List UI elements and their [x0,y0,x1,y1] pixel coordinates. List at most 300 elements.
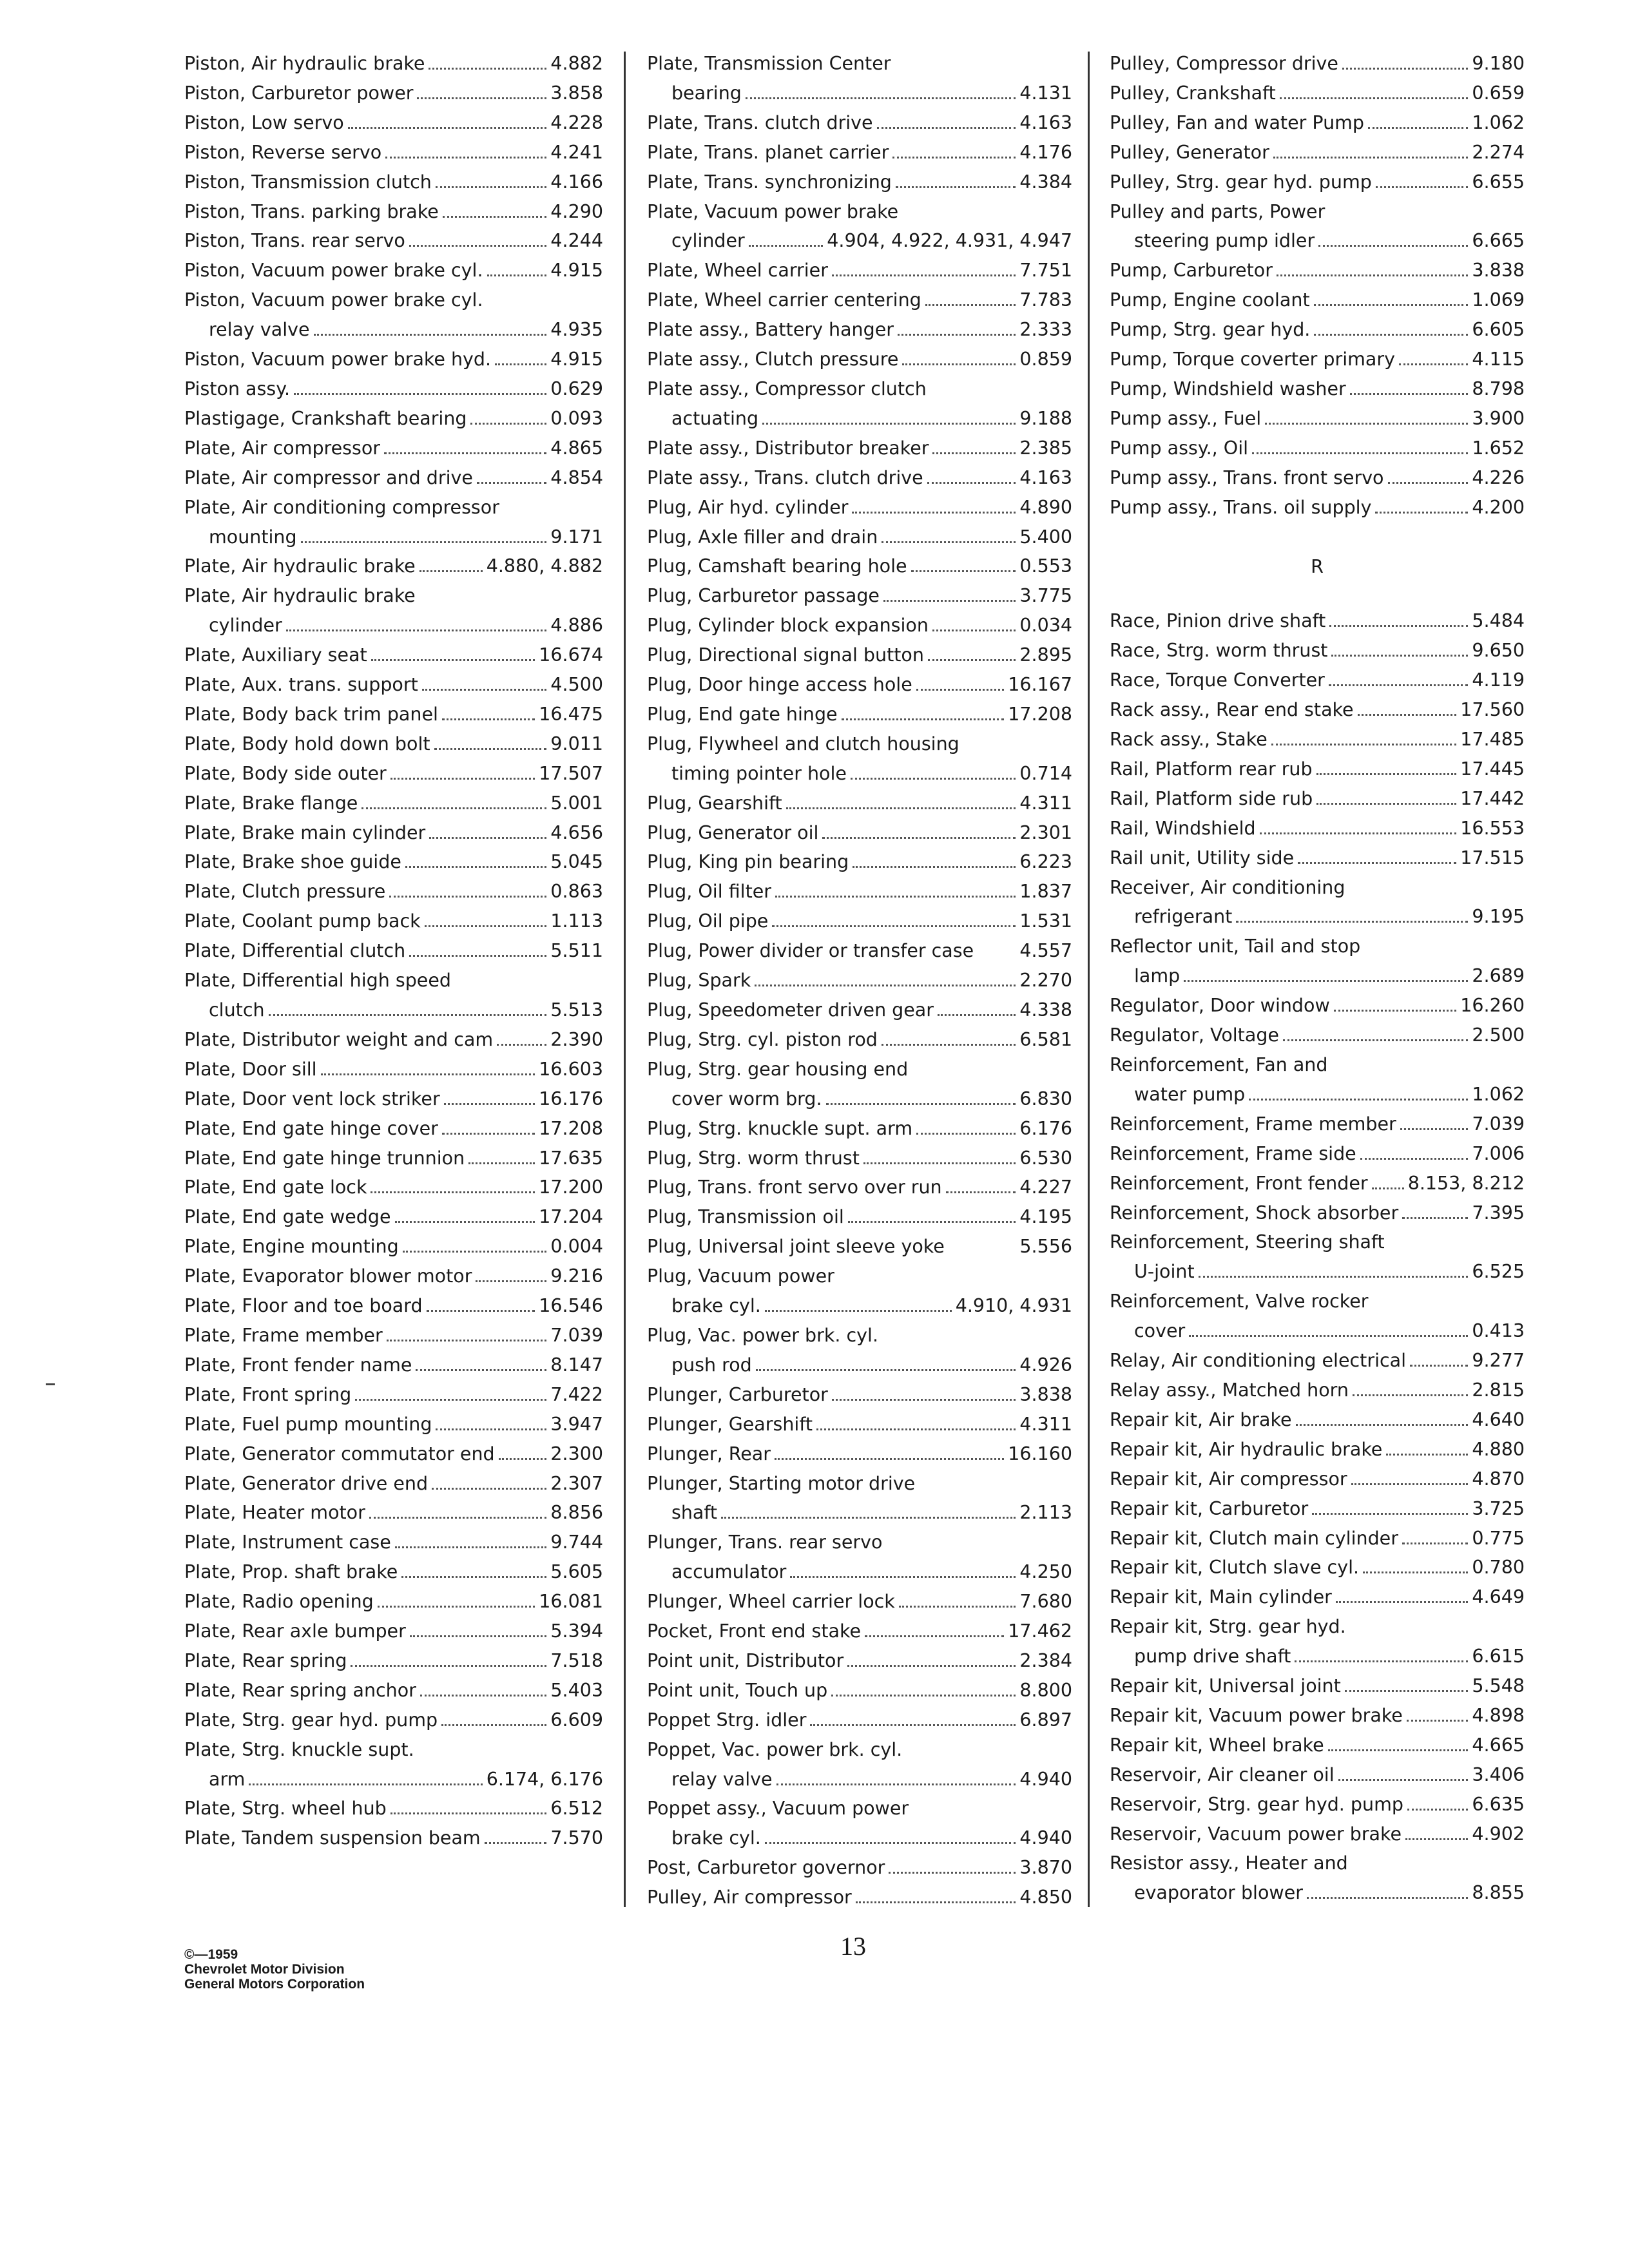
index-entry [1110,784,1525,814]
entry-line [647,345,1072,374]
index-entry [184,49,603,79]
dot-leader [765,1310,952,1312]
entry-line [647,256,1072,285]
dot-leader [294,393,546,395]
entry-page-ref: 5.556 [1019,1236,1072,1258]
dot-leader [877,127,1016,129]
entry-term: Piston assy. [184,378,291,399]
entry-line [647,552,1072,581]
index-entry [184,552,603,581]
dot-leader [361,807,546,809]
dot-leader [1277,274,1468,276]
index-entry [647,1114,1072,1144]
entry-term: Plug, Transmission oil [647,1206,844,1228]
index-entry [1110,1139,1525,1169]
entry-term: Relay assy., Matched horn [1110,1379,1349,1401]
dot-leader [851,778,1016,780]
entry-term: Point unit, Distributor [647,1649,844,1671]
entry-line [647,285,1072,315]
dot-leader [429,837,546,839]
entry-page-ref: 9.180 [1472,53,1525,74]
dot-leader [1271,744,1456,745]
entry-page-ref: 8.800 [1019,1679,1072,1701]
entry-line [1110,1790,1525,1820]
entry-line [1110,1553,1525,1582]
entry-line [184,404,603,434]
entry-page-ref: 2.500 [1472,1024,1525,1046]
index-entry [184,1469,603,1499]
dot-leader [721,1517,1016,1519]
entry-line [1110,695,1525,725]
index-entry [647,818,1072,848]
entry-term: Reservoir, Strg. gear hyd. pump [1110,1793,1403,1815]
entry-term: Regulator, Voltage [1110,1024,1279,1046]
entry-line [647,138,1072,168]
entry-page-ref: 2.307 [550,1472,603,1494]
entry-page-ref: 17.445 [1460,758,1525,780]
column-divider [1088,52,1090,1907]
index-entry [1110,843,1525,873]
entry-page-ref: 6.605 [1472,319,1525,341]
entry-page-ref: 4.311 [1019,792,1072,814]
entry-page-ref: 1.652 [1472,437,1525,459]
entry-page-ref: 7.422 [550,1383,603,1405]
dot-leader [1298,862,1456,864]
entry-line [184,1617,603,1646]
dot-leader [1273,157,1469,159]
entry-term: Plate, End gate wedge [184,1206,391,1228]
entry-term-continuation: water pump [1134,1083,1246,1105]
dot-leader [1314,334,1468,336]
index-entry [647,1469,1072,1528]
index-entry [647,995,1072,1025]
entry-page-ref: 0.714 [1019,762,1072,784]
entry-continuation-line [184,611,603,640]
entry-term: Plate, Door sill [184,1058,317,1080]
index-entry [184,847,603,877]
index-entry [1110,1465,1525,1494]
entry-term: Piston, Carburetor power [184,82,414,104]
dot-leader [1252,452,1468,454]
index-entry [647,49,1072,108]
entry-line [647,434,1072,463]
index-entry [184,285,603,345]
index-entry [184,1617,603,1646]
entry-line [1110,814,1525,843]
entry-line [184,1055,603,1084]
entry-page-ref: 0.859 [1019,349,1072,370]
entry-term: Race, Pinion drive shaft [1110,610,1326,632]
dot-leader [442,1133,535,1135]
entry-line [647,315,1072,345]
dot-leader [772,925,1016,927]
index-entry [184,374,603,404]
entry-page-ref: 6.635 [1472,1793,1525,1815]
entry-page-ref: 9.011 [550,733,603,754]
entry-line [1110,197,1525,227]
entry-term: Poppet assy., Vacuum power [647,1798,909,1820]
entry-term: Plate, Radio opening [184,1591,374,1613]
entry-page-ref: 5.400 [1019,526,1072,548]
index-entry [1110,1582,1525,1612]
entry-page-ref: 4.940 [1019,1768,1072,1790]
entry-term: Race, Strg. worm thrust [1110,640,1328,662]
index-entry [184,700,603,729]
entry-page-ref: 4.163 [1019,111,1072,133]
entry-line [1110,463,1525,493]
entry-page-ref: 2.270 [1019,970,1072,992]
index-entry [647,640,1072,670]
entry-line [1110,1346,1525,1376]
entry-line [1110,1198,1525,1228]
index-entry [647,1262,1072,1321]
index-entry [184,197,603,227]
dot-leader [1358,714,1457,716]
entry-page-ref: 2.385 [1019,437,1072,459]
entry-page-ref: 16.603 [539,1058,603,1080]
entry-line [184,1469,603,1499]
entry-continuation-line [184,1765,603,1794]
entry-page-ref: 6.655 [1472,171,1525,193]
dot-leader [911,570,1016,572]
dot-leader [1350,393,1469,395]
index-entry [647,966,1072,995]
entry-term: Reinforcement, Front fender [1110,1172,1368,1194]
entry-term: Plate, Air compressor and drive [184,466,473,488]
entry-line [1110,636,1525,666]
index-entry [647,907,1072,936]
entry-page-ref: 4.228 [550,111,603,133]
dot-leader [882,1044,1016,1046]
entry-term: Plate, Generator commutator end [184,1443,495,1465]
dot-leader [883,600,1016,602]
entry-page-ref: 4.195 [1019,1206,1072,1228]
index-entry [184,79,603,108]
entry-term: Plug, Directional signal button [647,644,924,666]
dot-leader [898,334,1016,336]
entry-line [1110,49,1525,79]
index-entry [647,1025,1072,1055]
entry-page-ref: 4.926 [1019,1354,1072,1376]
entry-term: Plug, Trans. front servo over run [647,1177,942,1198]
margin-mark [46,1383,55,1385]
entry-page-ref: 5.403 [550,1679,603,1701]
dot-leader [865,1635,1004,1637]
index-column-2 [647,49,1072,1912]
index-entry [184,1055,603,1084]
entry-term: Plug, Axle filler and drain [647,526,878,548]
index-entry [184,1202,603,1232]
dot-leader [355,1399,546,1401]
index-entry [184,1262,603,1291]
index-entry [1110,606,1525,636]
entry-continuation-line [647,1765,1072,1794]
entry-page-ref: 4.890 [1019,496,1072,518]
dot-leader [775,1458,1004,1460]
index-entry [647,552,1072,581]
index-entry [184,759,603,789]
dot-leader [441,1724,546,1726]
entry-line [184,49,603,79]
entry-page-ref: 3.838 [1019,1383,1072,1405]
index-entry [1110,168,1525,197]
entry-term: Pump assy., Trans. oil supply [1110,496,1372,518]
entry-term-continuation: evaporator blower [1134,1882,1303,1904]
index-entry [1110,1405,1525,1435]
index-entry [647,1676,1072,1706]
entry-term: Plug, Generator oil [647,822,819,843]
entry-term: Repair kit, Carburetor [1110,1497,1309,1519]
entry-line [647,847,1072,877]
index-entry [184,1557,603,1587]
index-entry [647,936,1072,966]
entry-page-ref: 4.915 [550,349,603,370]
entry-page-ref: 5.605 [550,1561,603,1583]
dot-leader [856,1901,1016,1903]
entry-page-ref: 17.442 [1460,787,1525,809]
entry-term: Plate, Transmission Center [647,53,891,74]
entry-line [184,936,603,966]
entry-term-continuation: actuating [671,407,759,429]
index-entry [184,907,603,936]
entry-line [184,1706,603,1735]
entry-continuation-line [1110,902,1525,932]
entry-term: Plate, Rear axle bumper [184,1620,406,1642]
dot-leader [822,837,1016,839]
entry-line [184,640,603,670]
entry-line [647,108,1072,138]
entry-term: Plate, Clutch pressure [184,881,386,903]
entry-page-ref: 4.665 [1472,1734,1525,1756]
entry-line [184,197,603,227]
dot-leader [832,274,1016,276]
dot-leader [1328,1749,1469,1751]
index-entry [184,1823,603,1853]
dot-leader [1318,245,1468,247]
entry-page-ref: 9.188 [1019,407,1072,429]
entry-page-ref: 0.093 [550,407,603,429]
entry-page-ref: 6.512 [550,1798,603,1820]
dot-leader [416,1369,546,1371]
dot-leader [1345,1690,1469,1692]
entry-continuation-line [647,1823,1072,1853]
entry-term: Plate, Air hydraulic brake [184,555,416,577]
entry-page-ref: 4.902 [1472,1823,1525,1845]
entry-line [1110,434,1525,463]
entry-page-ref: 2.274 [1472,141,1525,163]
dot-leader [351,1665,546,1667]
entry-term: Plug, Vac. power brk. cyl. [647,1324,879,1346]
entry-page-ref: 1.837 [1019,881,1072,903]
entry-term: Plunger, Starting motor drive [647,1472,916,1494]
entry-page-ref: 8.798 [1472,378,1525,399]
entry-term: Pulley, Air compressor [647,1887,852,1908]
dot-leader [1338,1779,1469,1781]
entry-line [647,1321,1072,1350]
index-entry [184,1735,603,1794]
entry-term-continuation: steering pump idler [1134,230,1315,252]
entry-line [647,49,1072,79]
entry-page-ref: 4.935 [550,319,603,341]
index-entry [1110,493,1525,523]
dot-leader [775,896,1016,898]
entry-line [1110,108,1525,138]
entry-page-ref: 7.006 [1472,1142,1525,1164]
dot-leader [852,512,1016,514]
entry-line [184,285,603,315]
entry-line [184,1587,603,1617]
entry-continuation-line [184,995,603,1025]
index-entry [647,1144,1072,1173]
entry-page-ref: 16.674 [539,644,603,666]
index-entry [1110,666,1525,695]
entry-page-ref: 4.226 [1472,466,1525,488]
entry-page-ref: 2.384 [1019,1649,1072,1671]
entry-page-ref: 16.160 [1008,1443,1072,1465]
entry-term: Plunger, Rear [647,1443,771,1465]
entry-line [184,434,603,463]
entry-line [647,1587,1072,1617]
dot-leader [1280,97,1469,99]
entry-line [184,256,603,285]
index-entry [647,1883,1072,1912]
entry-term-continuation: accumulator [671,1561,787,1583]
index-entry [184,1676,603,1706]
entry-page-ref: 6.223 [1019,851,1072,873]
entry-line [184,552,603,581]
index-entry [647,345,1072,374]
entry-page-ref: 4.176 [1019,141,1072,163]
entry-page-ref: 7.395 [1472,1202,1525,1224]
index-entry [184,434,603,463]
index-entry [184,729,603,759]
entry-line [184,1321,603,1350]
index-entry [1110,1553,1525,1582]
entry-continuation-line [184,315,603,345]
entry-line [1110,1021,1525,1050]
entry-line [647,493,1072,523]
index-entry [184,1173,603,1202]
entry-page-ref: 4.865 [550,437,603,459]
entry-term: Plate, Trans. clutch drive [647,111,873,133]
index-entry [184,1144,603,1173]
entry-page-ref: 4.115 [1472,349,1525,370]
index-entry [1110,1849,1525,1908]
entry-page-ref: 16.167 [1008,674,1072,696]
entry-line [647,374,1072,404]
entry-page-ref: 4.886 [550,615,603,637]
dot-leader [925,304,1016,306]
entry-line [184,374,603,404]
entry-line [1110,666,1525,695]
entry-term: Plate, Auxiliary seat [184,644,367,666]
entry-continuation-line [1110,1080,1525,1110]
index-column-1 [184,49,603,1853]
dot-leader [889,1872,1016,1874]
entry-term: Plate assy., Distributor breaker [647,437,929,459]
entry-line [1110,1465,1525,1494]
entry-continuation-line [647,404,1072,434]
dot-leader [1372,1187,1404,1189]
entry-continuation-line [1110,1642,1525,1671]
entry-term: Plate, Coolant pump back [184,910,421,932]
index-entry [1110,1701,1525,1731]
index-entry [184,108,603,138]
index-entry [647,1439,1072,1469]
entry-term: Piston, Trans. parking brake [184,200,439,222]
entry-line [647,1439,1072,1469]
index-entry [184,168,603,197]
entry-page-ref: 3.870 [1019,1857,1072,1879]
index-entry [647,611,1072,640]
entry-line [1110,1849,1525,1878]
entry-line [1110,1110,1525,1139]
entry-line [184,1202,603,1232]
entry-page-ref: 4.649 [1472,1586,1525,1608]
index-entry [647,523,1072,552]
dot-leader [928,659,1016,661]
dot-leader [425,925,547,927]
publisher-division: Chevrolet Motor Division [184,1962,345,1977]
index-entry [1110,1169,1525,1198]
entry-term: Repair kit, Wheel brake [1110,1734,1324,1756]
dot-leader [1405,1838,1468,1840]
index-entry [1110,285,1525,315]
dot-leader [1410,1365,1468,1367]
entry-page-ref: 8.855 [1472,1882,1525,1904]
entry-term: Plate assy., Battery hanger [647,319,894,341]
entry-line [184,1528,603,1557]
entry-term-continuation: U-joint [1134,1261,1195,1283]
entry-line [184,1173,603,1202]
entry-page-ref: 7.751 [1019,260,1072,282]
index-entry [1110,1790,1525,1820]
dot-leader [816,1428,1016,1430]
entry-page-ref: 2.689 [1472,965,1525,987]
index-entry [184,1321,603,1350]
entry-page-ref: 4.882 [550,53,603,74]
entry-term: Reinforcement, Frame side [1110,1142,1356,1164]
entry-line [184,1676,603,1706]
entry-page-ref: 17.485 [1460,729,1525,751]
index-entry [184,1410,603,1439]
entry-term: Reflector unit, Tail and stop [1110,936,1361,957]
entry-page-ref: 2.815 [1472,1379,1525,1401]
dot-leader [916,689,1005,691]
index-entry [1110,108,1525,138]
entry-line [184,1410,603,1439]
entry-term: Pump, Engine coolant [1110,289,1310,311]
entry-page-ref: 16.260 [1460,995,1525,1017]
dot-leader [927,482,1016,484]
entry-term: Plate, Strg. knuckle supt. [184,1738,414,1760]
dot-leader [387,1340,547,1341]
column-divider [624,52,626,1907]
entry-term: Plug, Flywheel and clutch housing [647,733,959,754]
entry-line [647,1469,1072,1499]
entry-term-continuation: relay valve [209,319,310,341]
entry-page-ref: 3.775 [1019,585,1072,607]
dot-leader [1249,1099,1468,1100]
entry-term: Plate, Front spring [184,1383,352,1405]
entry-page-ref: 4.250 [1019,1561,1072,1583]
entry-line [647,1706,1072,1735]
index-entry [647,1735,1072,1794]
dot-leader [1189,1335,1468,1337]
entry-term: Plate, Engine mounting [184,1236,399,1258]
entry-line [184,463,603,493]
index-entry [1110,434,1525,463]
